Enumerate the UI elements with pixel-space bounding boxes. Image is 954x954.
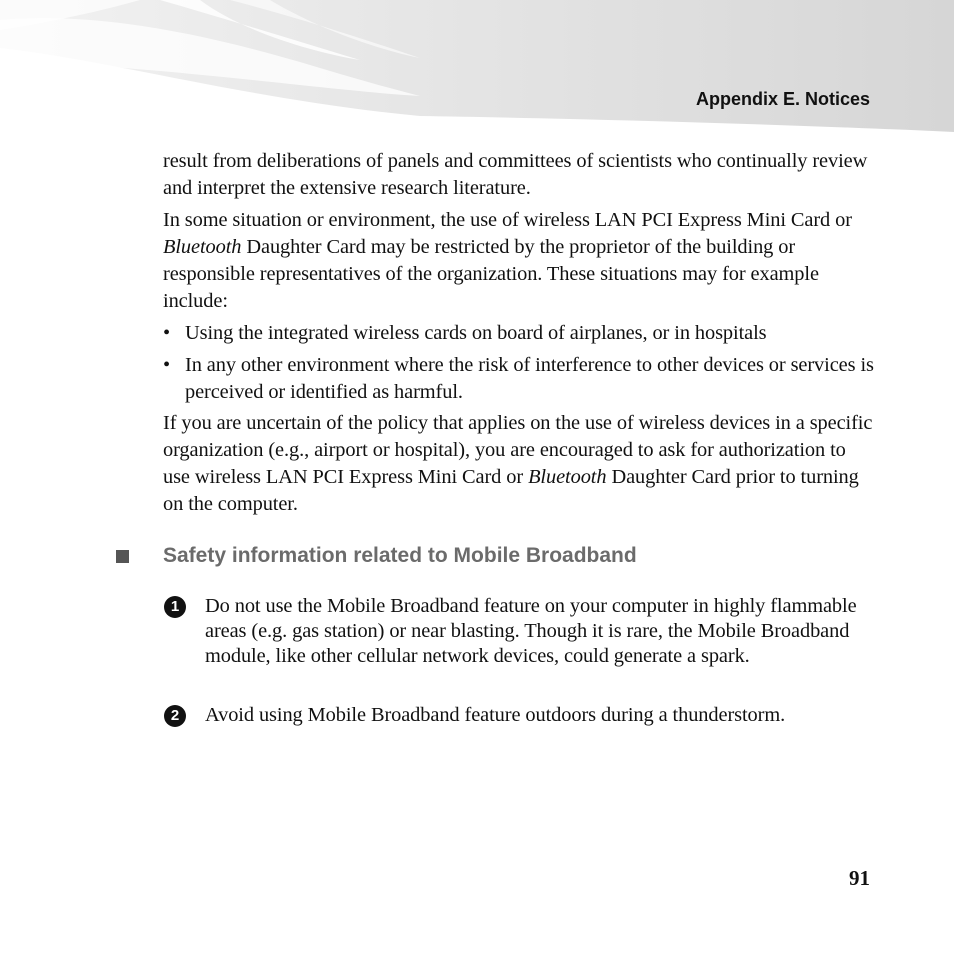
paragraph-1	[163, 148, 875, 202]
bullet-dot-icon: •	[163, 322, 171, 344]
section-square-icon	[116, 550, 129, 563]
numbered-item-text: Do not use the Mobile Broadband feature on your computer in highly flammable areas (e.g. gas station) or near blasting. Though it is rare, the Mobile Broadband module, like other cellular network devices, could generate a spark.	[205, 595, 857, 667]
paragraph-2-bluetooth: Bluetooth	[163, 236, 242, 258]
paragraph-2-text-a: In some situation or environment, the use of wireless LAN PCI Express Mini Card or	[163, 209, 852, 231]
bullet-text: Using the integrated wireless cards on board of airplanes, or in hospitals	[185, 322, 767, 344]
page-number: 91	[849, 866, 870, 890]
bullet-text: In any other environment where the risk of interference to other devices or services is perceived or identified as harmful.	[185, 354, 874, 403]
section-heading: Safety information related to Mobile Broadband	[163, 544, 637, 567]
number-2-icon: 2	[164, 705, 186, 727]
number-1-icon: 1	[164, 596, 186, 618]
paragraph-1-text: result from deliberations of panels and committees of scientists who continually review and interpret the extensive research literature.	[163, 150, 868, 199]
bullet-dot-icon: •	[163, 354, 171, 376]
paragraph-2	[163, 207, 875, 315]
header-decoration	[0, 0, 954, 140]
paragraph-2-text-c: Daughter Card may be restricted by the proprietor of the building or responsible representatives of the organization. These situations may for example include:	[163, 236, 819, 312]
paragraph-3-text-a: If you are uncertain of the policy that applies on the use of wireless devices in a specific organization (e.g., airport or hospital), you are encouraged to ask for authorization to use wireless LAN PCI Express Mini Card or	[163, 412, 873, 488]
running-head: Appendix E. Notices	[695, 89, 870, 109]
paragraph-3-text-c: Daughter Card prior to turning on the computer.	[163, 466, 859, 515]
paragraph-3	[163, 410, 875, 518]
numbered-item-text: Avoid using Mobile Broadband feature outdoors during a thunderstorm.	[205, 704, 786, 726]
paragraph-3-bluetooth: Bluetooth	[528, 466, 607, 488]
